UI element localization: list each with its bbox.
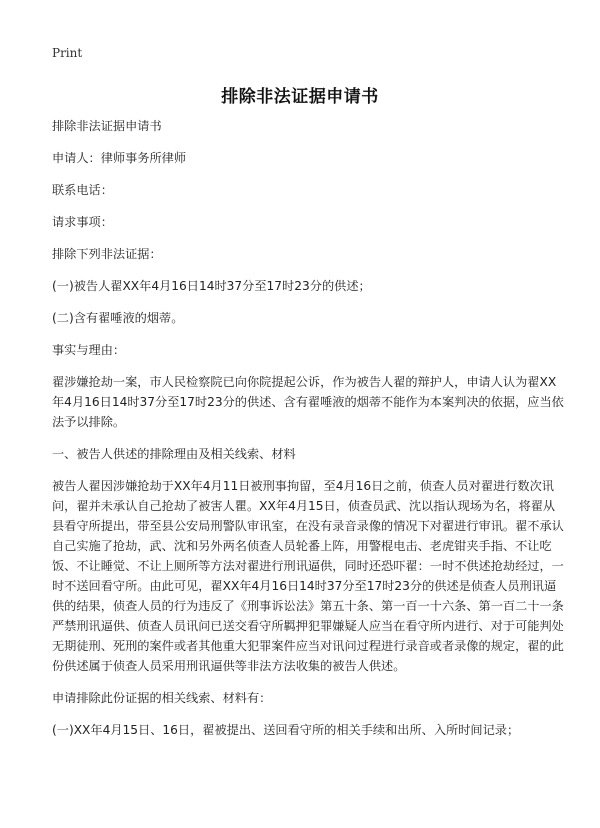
heading-line: 排除非法证据申请书 bbox=[52, 119, 162, 133]
request-heading: 请求事项： bbox=[52, 215, 113, 229]
clue-item-1: (一)XX年4月15日、16日，翟被提出、送回看守所的相关手续和出所、入所时间记录； bbox=[52, 723, 520, 737]
phone-line: 联系电话： bbox=[52, 183, 113, 197]
clues-heading: 申请排除此份证据的相关线索、材料有： bbox=[52, 691, 272, 705]
intro-paragraph: 翟涉嫌抢劫一案，市人民检察院已向你院提起公诉，作为被告人翟的辩护人，申请人认为翟XX年4月16日14时37分至17时23分的供述、含有翟唾液的烟蒂不能作为本案判决的依据，应当依法予以排除。 bbox=[52, 375, 564, 429]
evidence-item-2: (二)含有翟唾液的烟蒂。 bbox=[52, 311, 184, 325]
document-body bbox=[52, 116, 564, 752]
applicant-line: 申请人：律师事务所律师 bbox=[52, 151, 187, 165]
evidence-item-1: (一)被告人翟XX年4月16日14时37分至17时23分的供述； bbox=[52, 279, 371, 293]
exclude-heading: 排除下列非法证据： bbox=[52, 247, 162, 261]
print-link[interactable]: Print bbox=[52, 46, 83, 60]
document-title: 排除非法证据申请书 bbox=[221, 87, 379, 107]
facts-heading: 事实与理由： bbox=[52, 343, 126, 357]
reason-paragraph: 被告人翟因涉嫌抢劫于XX年4月11日被刑事拘留，至4月16日之前，侦查人员对翟进行数次讯问，翟并未承认自己抢劫了被害人瞿。XX年4月15日，侦查员武、沈以指认现场为名，将翟从县看守所提出，带至县公安局刑警队审讯室，在没有录音录像的情况下对翟进行审讯。翟不承认自己实施了抢劫，武、沈和另外两名侦查人员轮番上阵，用警棍电击、老虎钳夹手指、不让吃饭、不让睡觉、不让上厕所等方法对翟进行刑讯逼供，同时还恐吓翟：一时不供述抢劫经过，一时不送回看守所。由此可见，翟XX年4月16日14时37分至17时23分的供述是侦查人员刑讯逼供的结果，侦查人员的行为违反了《刑事诉讼法》第五十条、第一百一十六条、第一百二十一条严禁刑讯逼供、侦查人员讯问已送交看守所羁押犯罪嫌疑人应当在看守所内进行、对于可能判处无期徒刑、死刑的案件或者其他重大犯罪案件应当对讯问过程进行录音或者录像的规定，翟的此份供述属于侦查人员采用刑讯逼供等非法方法收集的被告人供述。 bbox=[52, 479, 564, 673]
section-heading-1: 一、被告人供述的排除理由及相关线索、材料 bbox=[52, 447, 296, 461]
